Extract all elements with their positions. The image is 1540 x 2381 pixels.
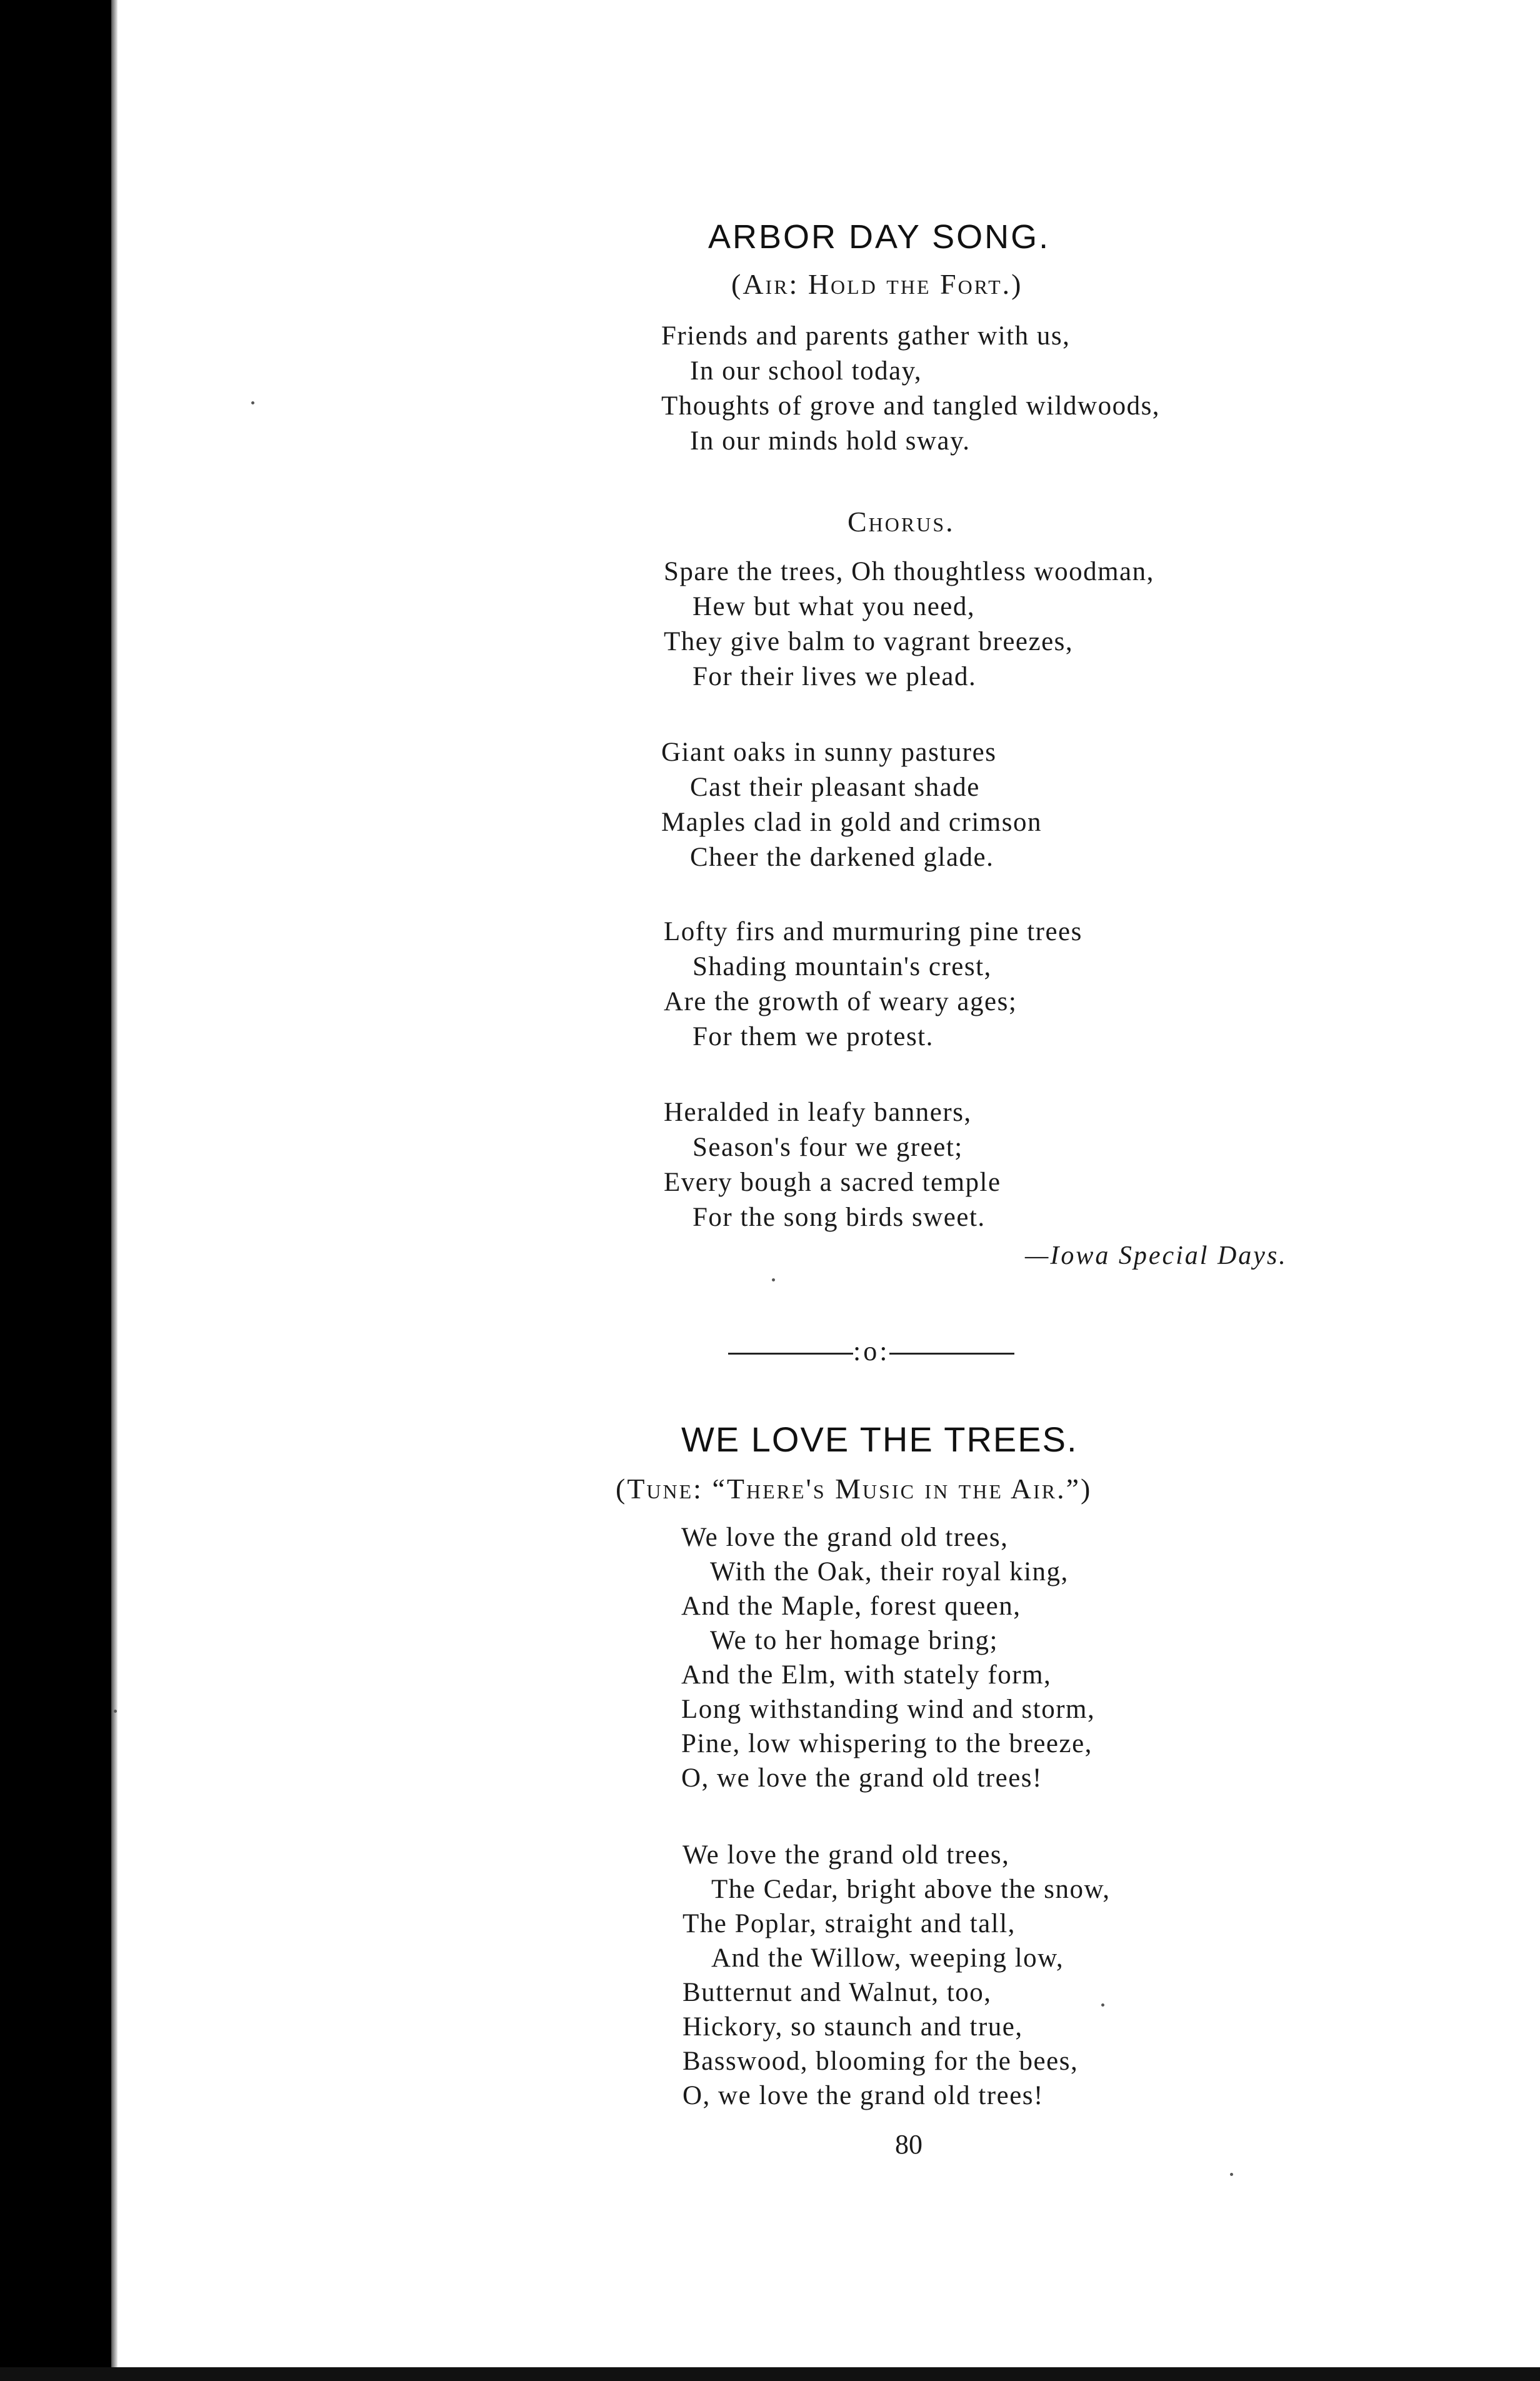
verse-line: Butternut and Walnut, too, <box>682 1978 992 2007</box>
verse-line: Friends and parents gather with us, <box>661 321 1071 351</box>
verse-line: We love the grand old trees, <box>681 1523 1009 1552</box>
scan-speck <box>114 1710 117 1713</box>
verse-line: And the Elm, with stately form, <box>681 1660 1052 1690</box>
verse-line: Spare the trees, Oh thoughtless woodman, <box>664 557 1154 586</box>
verse-line: Lofty firs and murmuring pine trees <box>664 917 1082 946</box>
divider-rule-right <box>889 1353 1014 1355</box>
chorus-label: Chorus. <box>848 506 955 538</box>
source-credit: —Iowa Special Days. <box>1025 1241 1288 1270</box>
divider-rule-left <box>728 1353 853 1355</box>
scan-binding-edge <box>111 0 118 2381</box>
verse-line: With the Oak, their royal king, <box>710 1557 1069 1586</box>
verse-line: The Cedar, bright above the snow, <box>711 1875 1111 1904</box>
verse-line: Shading mountain's crest, <box>692 952 992 981</box>
song1-chorus <box>664 554 1154 694</box>
song2-stanza-1 <box>681 1520 1095 1795</box>
song-title-arbor-day: ARBOR DAY SONG. <box>708 218 1051 256</box>
song1-stanza-3 <box>664 915 1082 1055</box>
scan-binding-shadow <box>0 0 111 2381</box>
section-divider <box>728 1335 1014 1367</box>
verse-line: For their lives we plead. <box>692 662 977 691</box>
verse-line: Season's four we greet; <box>692 1133 963 1162</box>
divider-mark: :o: <box>853 1336 890 1366</box>
verse-line: Heralded in leafy banners, <box>664 1098 972 1127</box>
scan-speck <box>1230 2173 1233 2176</box>
verse-line: O, we love the grand old trees! <box>682 2081 1044 2110</box>
song1-stanza-1 <box>661 319 1160 459</box>
verse-line: In our minds hold sway. <box>690 426 971 456</box>
verse-line: Giant oaks in sunny pastures <box>661 738 997 767</box>
verse-line: And the Maple, forest queen, <box>681 1592 1021 1621</box>
scan-speck <box>772 1278 775 1281</box>
verse-line: The Poplar, straight and tall, <box>682 1909 1016 1938</box>
verse-line: O, we love the grand old trees! <box>681 1763 1042 1793</box>
verse-line: Hickory, so staunch and true, <box>682 2012 1023 2042</box>
verse-line: Every bough a sacred temple <box>664 1168 1001 1197</box>
verse-line: Long withstanding wind and storm, <box>681 1695 1096 1724</box>
verse-line: Cheer the darkened glade. <box>690 843 994 872</box>
song-air-note: (Air: Hold the Fort.) <box>731 268 1023 300</box>
verse-line: We to her homage bring; <box>710 1626 998 1655</box>
verse-line: For the song birds sweet. <box>692 1203 986 1232</box>
song-title-we-love-the-trees: WE LOVE THE TREES. <box>681 1420 1078 1459</box>
verse-line: Maples clad in gold and crimson <box>661 808 1042 837</box>
verse-line: In our school today, <box>690 356 922 386</box>
verse-line: Thoughts of grove and tangled wildwoods, <box>661 391 1161 421</box>
verse-line: Cast their pleasant shade <box>690 773 980 802</box>
scan-bottom-edge <box>0 2367 1540 2381</box>
scan-speck <box>1101 2003 1104 2007</box>
verse-line: Hew but what you need, <box>692 592 976 621</box>
verse-line: For them we protest. <box>692 1022 934 1051</box>
verse-line: Are the growth of weary ages; <box>664 987 1018 1016</box>
scan-speck <box>251 401 254 404</box>
verse-line: And the Willow, weeping low, <box>711 1943 1064 1973</box>
verse-line: Basswood, blooming for the bees, <box>682 2047 1079 2076</box>
page-number: 80 <box>895 2129 922 2160</box>
song2-stanza-2 <box>682 1838 1110 2113</box>
song1-stanza-4 <box>664 1095 1001 1235</box>
song1-stanza-2 <box>661 735 1042 875</box>
verse-line: They give balm to vagrant breezes, <box>664 627 1074 656</box>
verse-line: We love the grand old trees, <box>682 1840 1010 1870</box>
verse-line: Pine, low whispering to the breeze, <box>681 1729 1092 1758</box>
song-tune-note: (Tune: “There's Music in the Air.”) <box>616 1473 1092 1505</box>
